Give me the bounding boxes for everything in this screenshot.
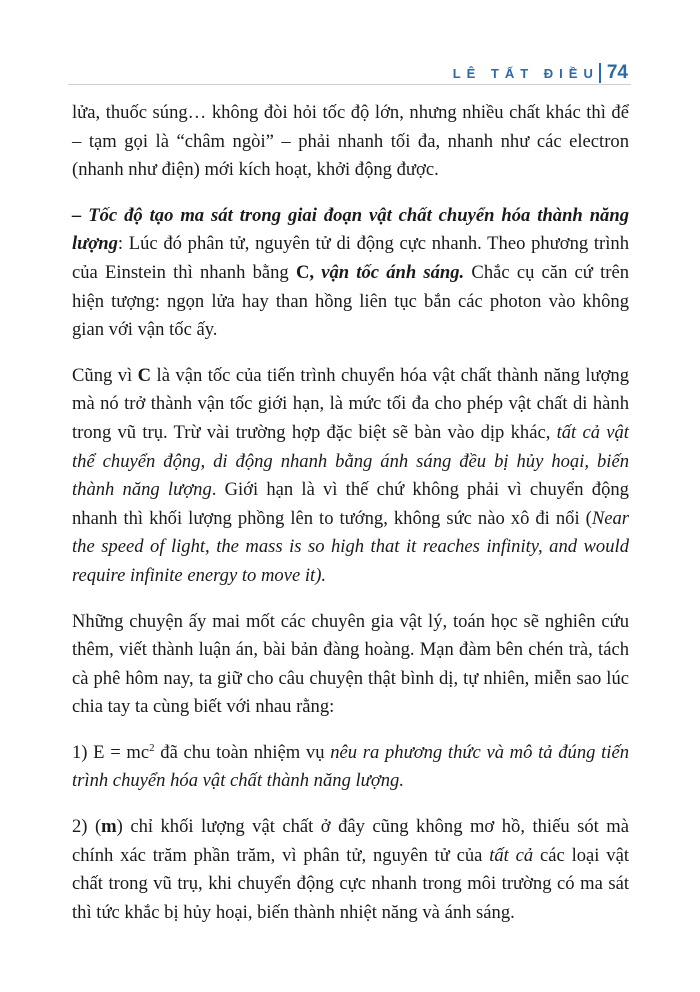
page-body — [72, 99, 629, 944]
bold-italic-speed-of-light: vận tốc ánh sáng. — [321, 261, 465, 283]
running-header — [453, 62, 628, 84]
paragraph-text: Chắc cụ căn cứ trên hiện tượng: ngọn lửa hay than hồng liên tục bắn các photon vào không gian với vận tốc ấy. — [72, 261, 629, 341]
author-name: LÊ TẤT ĐIỀU — [452, 65, 599, 81]
paragraph-5 — [72, 739, 629, 796]
superscript: 2 — [149, 741, 155, 754]
paragraph-6 — [72, 813, 629, 927]
page-number: 74 — [606, 62, 628, 83]
paragraph-text: Cũng vì — [72, 364, 138, 386]
italic-phrase: tất cả — [489, 844, 534, 866]
paragraph-text: . Giới hạn là vì thế chứ không phải vì chuyển động nhanh thì khối lượng phồng lên to tướng, không sức nào xô đi nổi ( — [72, 479, 629, 529]
paragraph-2 — [72, 202, 629, 345]
paragraph-text: Những chuyện ấy mai mốt các chuyên gia vật lý, toán học sẽ nghiên cứu thêm, viết thành luận án, bài bản đàng hoàng. Mạn đàm bên chén trà, tách cà phê hôm nay, ta giữ cho câu chuyện thật bình dị, tự nhiên, miễn sao lúc chia tay ta cùng biết với nhau rằng: — [72, 610, 629, 718]
paragraph-text: 2) ( — [72, 816, 102, 838]
english-quote: Near the speed of light, the mass is so high that it reaches infinity, and would require infinite energy to move it). — [72, 507, 629, 586]
bold-c: C, — [295, 261, 322, 283]
paragraph-text: lửa, thuốc súng… không đòi hỏi tốc độ lớn, nhưng nhiều chất khác thì để – tạm gọi là “châm ngòi” – phải nhanh tối đa, nhanh như các electron (nhanh như điện) mới kích hoạt, khởi động được. — [72, 102, 629, 181]
paragraph-text: : Lúc đó phân tử, nguyên tử di động cực nhanh. Theo phương trình của Einstein thì nhanh bằng — [72, 233, 629, 283]
equation-text: 1) E = mc — [72, 741, 150, 763]
bold-c: C — [137, 364, 152, 386]
paragraph-3 — [72, 362, 629, 591]
paragraph-text: ) chỉ khối lượng vật chất ở đây cũng không mơ hồ, thiếu sót mà chính xác trăm phần trăm, vì phân tử, nguyên tử của — [72, 816, 629, 866]
bold-italic-lead: – Tốc độ tạo ma sát trong giai đoạn vật chất chuyển hóa thành năng lượng — [72, 204, 629, 255]
italic-phrase: nêu ra phương thức và mô tả đúng tiến trình chuyển hóa vật chất thành năng lượng. — [72, 741, 630, 792]
paragraph-4 — [72, 608, 629, 722]
paragraph-1 — [72, 99, 629, 185]
italic-phrase: tất cả vật thể chuyển động, di động nhanh bằng ánh sáng đều bị hủy hoại, biến thành năng lượng — [72, 421, 629, 501]
paragraph-text: đã chu toàn nhiệm vụ — [154, 741, 331, 763]
paragraph-text: là vận tốc của tiến trình chuyển hóa vật chất thành năng lượng mà nó trở thành vận tốc giới hạn, là mức tối đa cho phép vật chất di hành trong vũ trụ. Trừ vài trường hợp đặc biệt sẽ bàn vào dịp khác, — [72, 364, 629, 443]
header-rule — [68, 84, 631, 85]
bold-m: m — [101, 816, 117, 838]
paragraph-text: các loại vật chất trong vũ trụ, khi chuyển động cực nhanh trong môi trường có ma sát thì tức khắc bị hủy hoại, biến thành nhiệt năng và ánh sáng. — [72, 844, 629, 923]
header-separator — [599, 63, 601, 83]
